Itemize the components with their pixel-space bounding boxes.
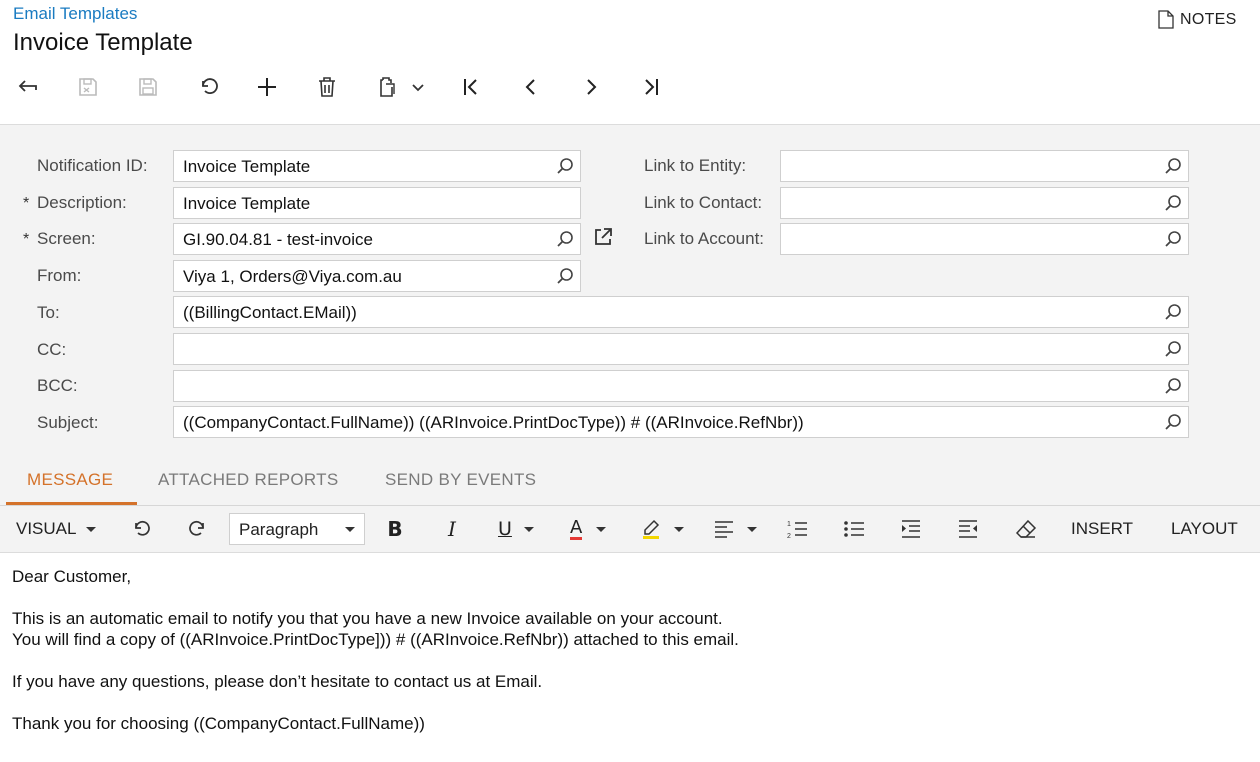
caret-down-icon <box>674 527 684 532</box>
search-icon[interactable] <box>1163 302 1183 322</box>
external-link-icon <box>592 226 614 248</box>
search-icon[interactable] <box>1163 376 1183 396</box>
subject-input[interactable] <box>173 406 1189 438</box>
paragraph-format-value: Paragraph <box>239 520 319 539</box>
numbered-list-icon <box>786 518 808 540</box>
search-icon[interactable] <box>1163 156 1183 176</box>
required-marker: * <box>23 231 30 248</box>
description-input[interactable] <box>173 187 581 219</box>
undo-icon <box>130 518 152 540</box>
to-value: ((BillingContact.EMail)) <box>183 303 357 322</box>
save-close-button[interactable] <box>74 74 102 100</box>
font-color-button[interactable] <box>570 515 606 543</box>
chevron-down-icon <box>406 75 430 99</box>
link-entity-label: Link to Entity: <box>644 156 747 175</box>
notes-label: NOTES <box>1180 10 1237 28</box>
first-record-button[interactable] <box>457 74 485 100</box>
open-screen-button[interactable] <box>592 226 614 248</box>
description-label: Description: <box>37 193 127 212</box>
tab-message[interactable]: MESSAGE <box>27 470 114 489</box>
from-value: Viya 1, Orders@Viya.com.au <box>183 267 402 286</box>
eraser-icon <box>1015 518 1037 540</box>
message-line: This is an automatic email to notify you that you have a new Invoice available on your account. <box>12 609 723 628</box>
visual-mode-dropdown[interactable] <box>16 515 96 543</box>
delete-button[interactable] <box>313 74 341 100</box>
undo-icon <box>196 75 220 99</box>
italic-icon: I <box>448 517 456 541</box>
to-label: To: <box>37 303 60 322</box>
plus-icon <box>255 75 279 99</box>
previous-record-button[interactable] <box>517 74 545 100</box>
clear-format-button[interactable] <box>1014 515 1038 543</box>
link-contact-input[interactable] <box>780 187 1189 219</box>
search-icon[interactable] <box>1163 193 1183 213</box>
notification-id-label: Notification ID: <box>37 156 148 175</box>
message-line: Dear Customer, <box>12 567 132 586</box>
search-icon[interactable] <box>1163 339 1183 359</box>
caret-down-icon <box>524 527 534 532</box>
save-icon <box>136 75 160 99</box>
indent-icon <box>900 518 922 540</box>
bcc-input[interactable] <box>173 370 1189 402</box>
italic-button[interactable] <box>441 515 463 543</box>
last-record-button[interactable] <box>637 74 665 100</box>
numbered-list-button[interactable] <box>785 515 809 543</box>
chevron-right-icon <box>579 75 603 99</box>
cc-label: CC: <box>37 340 67 359</box>
message-line: You will find a copy of ((ARInvoice.PrintDocType])) # ((ARInvoice.RefNbr)) attached to this email. <box>12 630 739 649</box>
description-value: Invoice Template <box>183 194 311 213</box>
copy-paste-dropdown[interactable] <box>405 74 431 100</box>
save-close-icon <box>76 75 100 99</box>
notification-id-value: Invoice Template <box>183 157 311 176</box>
link-contact-label: Link to Contact: <box>644 193 763 212</box>
search-icon[interactable] <box>1163 229 1183 249</box>
font-color-icon: A <box>570 516 583 538</box>
outdent-icon <box>957 518 979 540</box>
redo-icon <box>187 518 209 540</box>
bold-icon: B <box>387 517 403 541</box>
link-account-input[interactable] <box>780 223 1189 255</box>
undo-button[interactable] <box>194 74 222 100</box>
to-input[interactable] <box>173 296 1189 328</box>
back-arrow-icon <box>16 75 40 99</box>
svg-text:1: 1 <box>787 521 791 528</box>
add-button[interactable] <box>253 74 281 100</box>
search-icon[interactable] <box>555 156 575 176</box>
subject-label: Subject: <box>37 413 99 432</box>
align-button[interactable] <box>713 515 757 543</box>
message-body[interactable] <box>12 566 739 734</box>
link-account-label: Link to Account: <box>644 229 765 248</box>
chevron-left-icon <box>519 75 543 99</box>
caret-down-icon <box>596 527 606 532</box>
bcc-label: BCC: <box>37 376 78 395</box>
back-button[interactable] <box>14 74 42 100</box>
copy-paste-button[interactable] <box>373 74 401 100</box>
underline-icon: U <box>498 518 512 540</box>
outdent-button[interactable] <box>956 515 980 543</box>
message-line: Thank you for choosing ((CompanyContact.FullName)) <box>12 714 425 733</box>
cc-input[interactable] <box>173 333 1189 365</box>
subject-value: ((CompanyContact.FullName)) ((ARInvoice.PrintDocType)) # ((ARInvoice.RefNbr)) <box>183 413 804 432</box>
first-icon <box>459 75 483 99</box>
from-input[interactable] <box>173 260 581 292</box>
search-icon[interactable] <box>1163 412 1183 432</box>
next-record-button[interactable] <box>577 74 605 100</box>
tab-send-by-events[interactable]: SEND BY EVENTS <box>385 470 537 489</box>
svg-text:2: 2 <box>787 533 791 540</box>
insert-button[interactable]: INSERT <box>1071 519 1134 538</box>
clipboard-icon <box>375 75 399 99</box>
notification-id-input[interactable] <box>173 150 581 182</box>
screen-label: Screen: <box>37 229 96 248</box>
page-title: Invoice Template <box>13 29 193 56</box>
screen-value: GI.90.04.81 - test-invoice <box>183 230 373 249</box>
highlighter-icon <box>640 518 662 540</box>
required-marker: * <box>23 195 30 212</box>
bold-button[interactable] <box>384 515 406 543</box>
last-icon <box>639 75 663 99</box>
caret-down-icon <box>345 527 355 532</box>
align-left-icon <box>713 518 735 540</box>
highlight-button[interactable] <box>640 515 684 543</box>
paragraph-format-select[interactable] <box>229 513 365 545</box>
link-entity-input[interactable] <box>780 150 1189 182</box>
document-icon <box>1158 10 1174 29</box>
search-icon[interactable] <box>555 266 575 286</box>
caret-down-icon <box>747 527 757 532</box>
editor-redo-button[interactable] <box>186 515 210 543</box>
tab-attached-reports[interactable]: ATTACHED REPORTS <box>158 470 339 489</box>
caret-down-icon <box>86 527 96 532</box>
bullet-list-icon <box>843 518 865 540</box>
save-button[interactable] <box>134 74 162 100</box>
search-icon[interactable] <box>555 229 575 249</box>
message-line: If you have any questions, please don’t hesitate to contact us at Email. <box>12 672 543 691</box>
indent-button[interactable] <box>899 515 923 543</box>
bullet-list-button[interactable] <box>842 515 866 543</box>
trash-icon <box>315 75 339 99</box>
notes-button[interactable] <box>1158 10 1237 29</box>
screen-input[interactable] <box>173 223 581 255</box>
underline-button[interactable] <box>498 515 534 543</box>
breadcrumb[interactable]: Email Templates <box>13 4 138 23</box>
layout-button[interactable]: LAYOUT <box>1171 519 1238 538</box>
from-label: From: <box>37 266 82 285</box>
visual-mode-label: VISUAL <box>16 519 77 538</box>
editor-undo-button[interactable] <box>129 515 153 543</box>
